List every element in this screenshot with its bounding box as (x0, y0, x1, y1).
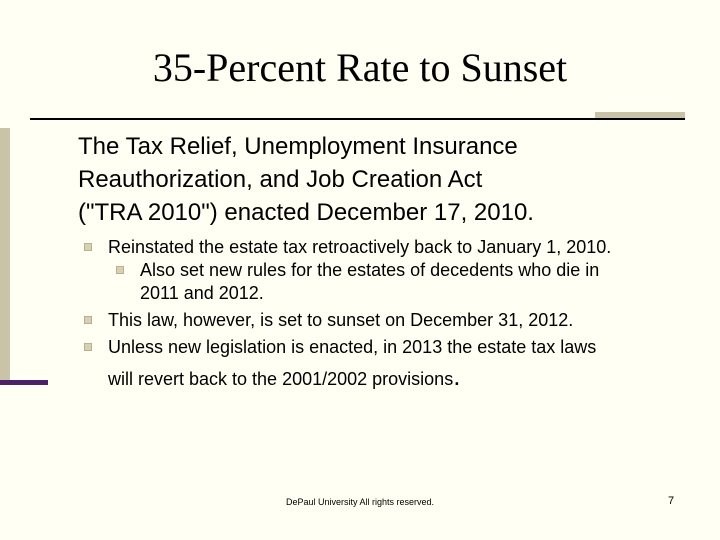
bullet-text: Also set new rules for the estates of decedents who die in (140, 260, 600, 280)
bullet-text: Unless new legislation is enacted, in 2013 the estate tax laws (108, 337, 597, 357)
intro-line: Reauthorization, and Job Creation Act (78, 166, 483, 193)
square-bullet-icon (84, 243, 92, 251)
title-rule (30, 118, 685, 120)
bullet-text-continued (108, 361, 704, 391)
bullet-item (84, 236, 704, 259)
bullet-list (84, 236, 704, 391)
accent-bar-side-purple (0, 380, 48, 385)
intro-line: The Tax Relief, Unemployment Insurance (78, 133, 518, 160)
square-bullet-icon (84, 316, 92, 324)
sub-bullet-item (84, 259, 704, 305)
square-bullet-icon (84, 343, 92, 351)
bullet-text: Reinstated the estate tax retroactively back to January 1, 2010. (108, 237, 612, 257)
square-bullet-icon (116, 266, 124, 274)
intro-line: ("TRA 2010") enacted December 17, 2010. (78, 199, 534, 226)
bullet-item (84, 309, 704, 332)
bullet-text: This law, however, is set to sunset on December 31, 2012. (108, 310, 574, 330)
footer-text: DePaul University All rights reserved. (285, 497, 435, 507)
page-number: 7 (668, 495, 675, 507)
bullet-text-tail: will revert back to the 2001/2002 provisions (108, 369, 454, 389)
accent-bar-side (0, 128, 10, 380)
bullet-item (84, 336, 704, 391)
final-period: . (453, 361, 461, 391)
intro-paragraph (78, 130, 698, 229)
bullet-text-continued: 2011 and 2012. (140, 283, 264, 303)
slide-title: 35-Percent Rate to Sunset (152, 45, 568, 90)
